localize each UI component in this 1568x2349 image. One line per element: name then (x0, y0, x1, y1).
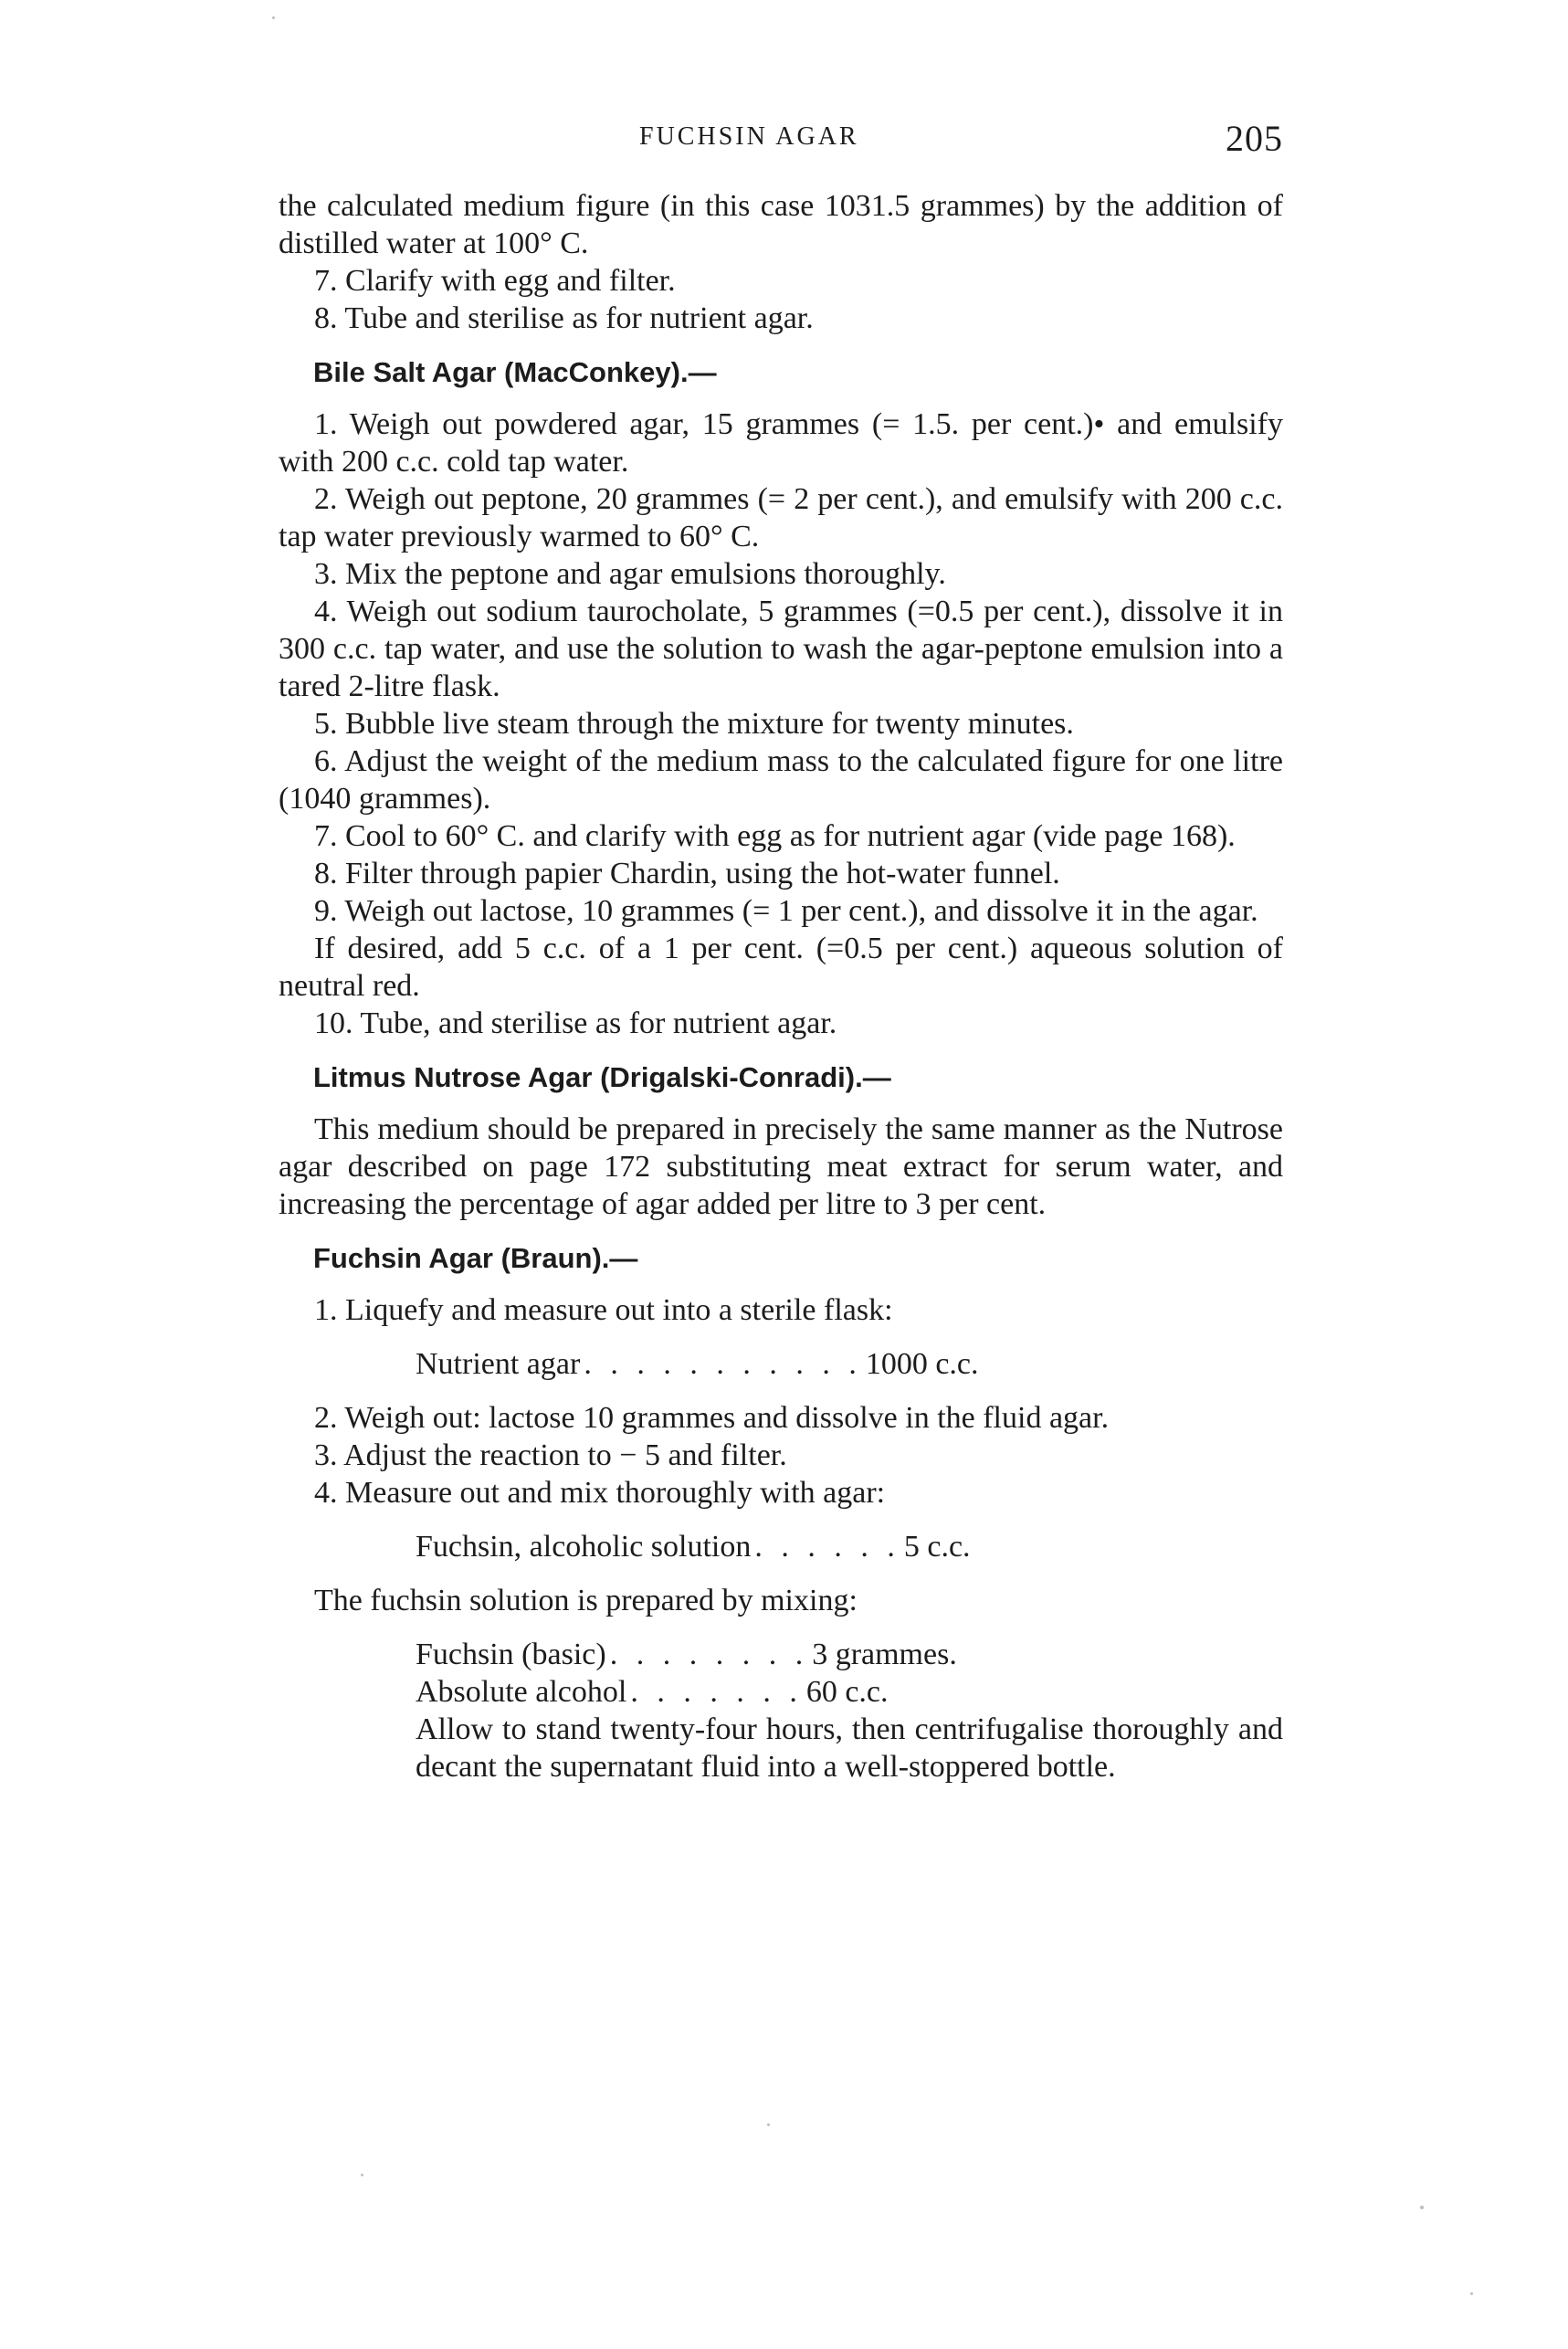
ingredient-label: Nutrient agar (416, 1347, 581, 1381)
paper-speck (272, 16, 275, 19)
leader-dots: . . . . . . . . . . . (584, 1347, 862, 1381)
litmus-nutrose-agar-heading (313, 1059, 1283, 1096)
leader-dots: . . . . . . . . (609, 1638, 809, 1671)
ingredient-row (416, 1345, 1192, 1383)
fuchsin-final-instruction: Allow to stand twenty-four hours, then centrifugalise thoroughly and decant the supernatant fluid into a well-stoppered bottle. (416, 1712, 1283, 1784)
fuchsin-prep-intro: The fuchsin solution is prepared by mixing: (314, 1584, 858, 1617)
step-7-prev: 7. Clarify with egg and filter. (314, 264, 676, 298)
ingredient-label: Fuchsin, alcoholic solution (416, 1530, 752, 1564)
heading-title: Litmus Nutrose Agar (313, 1061, 593, 1093)
paper-speck (1470, 2292, 1473, 2295)
bile-step-10: 10. Tube, and sterilise as for nutrient agar. (314, 1006, 837, 1040)
bile-step-9: 9. Weigh out lactose, 10 grammes (= 1 per cent.), and dissolve it in the agar. (314, 894, 1258, 928)
bile-step-2: 2. Weigh out peptone, 20 grammes (= 2 per cent.), and emulsify with 200 c.c. tap water previously warmed to 60° C. (279, 482, 1283, 553)
step-8-prev: 8. Tube and sterilise as for nutrient agar. (314, 301, 814, 335)
bile-step-7: 7. Cool to 60° C. and clarify with egg as for nutrient agar (vide page 168). (314, 819, 1236, 853)
bile-step-6: 6. Adjust the weight of the medium mass to the calculated figure for one litre (1040 grammes). (279, 744, 1283, 816)
heading-title: Bile Salt Agar (313, 356, 497, 388)
bile-salt-agar-heading (313, 353, 1283, 391)
fuchsin-step-2: 2. Weigh out: lactose 10 grammes and dissolve in the fluid agar. (314, 1401, 1110, 1435)
heading-author: (Braun).— (500, 1242, 638, 1274)
bile-step-3: 3. Mix the peptone and agar emulsions thoroughly. (314, 557, 946, 591)
ingredient-row (416, 1528, 1173, 1565)
ingredient-amount: 1000 c.c. (865, 1347, 979, 1381)
heading-title: Fuchsin Agar (313, 1242, 493, 1274)
heading-author: (MacConkey).— (504, 356, 717, 388)
ingredient-amount: 3 grammes. (812, 1638, 957, 1671)
fuchsin-agar-heading (313, 1239, 1283, 1277)
fuchsin-step-1: 1. Liquefy and measure out into a sterile flask: (314, 1293, 893, 1327)
ingredient-label: Fuchsin (basic) (416, 1638, 606, 1671)
ingredient-label: Absolute alcohol (416, 1675, 627, 1709)
ingredient-amount: 60 c.c. (805, 1675, 889, 1709)
bile-step-4: 4. Weigh out sodium taurocholate, 5 grammes (=0.5 per cent.), dissolve it in 300 c.c. tap water, and use the solution to wash the agar-peptone emulsion into a tared 2-litre flask. (279, 595, 1283, 703)
paper-speck (1420, 2206, 1424, 2209)
bile-step-8: 8. Filter through papier Chardin, using the hot-water funnel. (314, 857, 1060, 890)
body-text (279, 187, 1283, 1785)
bile-step-1: 1. Weigh out powdered agar, 15 grammes (= 1.5. per cent.)• and emulsify with 200 c.c. cold tap water. (279, 407, 1283, 479)
ingredient-row (416, 1673, 1046, 1711)
bile-note: If desired, add 5 c.c. of a 1 per cent. (=0.5 per cent.) aqueous solution of neutral red. (279, 932, 1283, 1003)
leader-dots: . . . . . . (754, 1530, 900, 1564)
fuchsin-step-4: 4. Measure out and mix thoroughly with agar: (314, 1476, 886, 1510)
paper-speck (767, 2123, 770, 2126)
running-title: FUCHSIN AGAR (639, 122, 859, 151)
fuchsin-step-3: 3. Adjust the reaction to − 5 and filter. (314, 1438, 787, 1472)
bile-step-5: 5. Bubble live steam through the mixture for twenty minutes. (314, 707, 1074, 741)
page-number: 205 (1226, 118, 1283, 159)
ingredient-amount: 5 c.c. (903, 1530, 971, 1564)
litmus-paragraph: This medium should be prepared in precisely the same manner as the Nutrose agar described on page 172 substituting meat extract for serum water, and increasing the percentage of agar added per litre to 3 per cent. (279, 1112, 1283, 1221)
leader-dots: . . . . . . . (630, 1675, 803, 1709)
paper-speck (361, 2174, 363, 2176)
heading-author: (Drigalski-Conradi).— (600, 1061, 891, 1093)
continued-paragraph: the calculated medium figure (in this case 1031.5 grammes) by the addition of distilled water at 100° C. (279, 189, 1283, 260)
page-header (0, 117, 1568, 163)
ingredient-row (416, 1636, 1155, 1673)
